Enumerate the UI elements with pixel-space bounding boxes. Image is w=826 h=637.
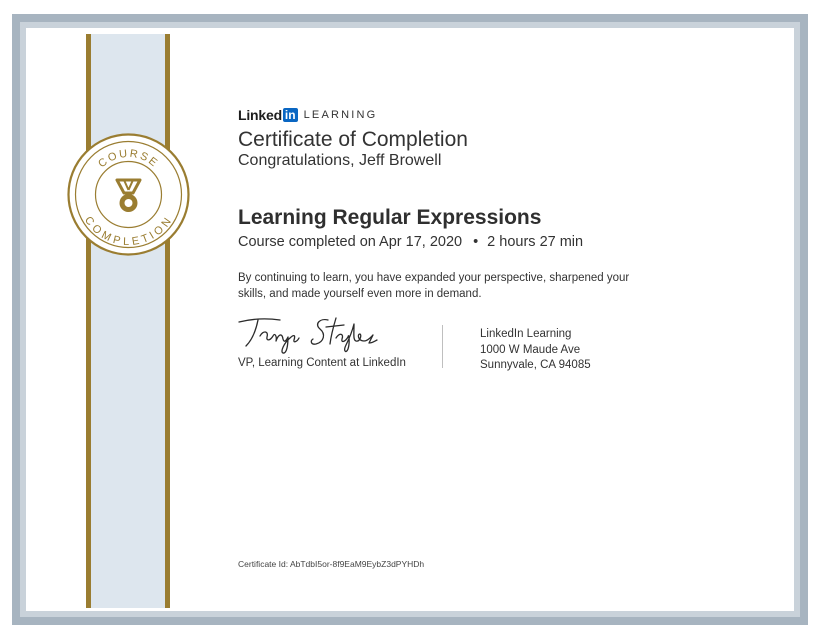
vertical-divider: [442, 325, 443, 368]
logo-linked-text: Linked: [238, 107, 282, 123]
certificate-id: Certificate Id: AbTdbI5or-8f9EaM9EybZ3dPYHDh: [238, 559, 425, 569]
certificate-blurb: By continuing to learn, you have expanded your perspective, sharpened your skills, and made yourself even more in demand.: [238, 272, 630, 300]
address-line: LinkedIn Learning: [480, 328, 572, 340]
medal-text-bottom: COMPLETION: [81, 214, 176, 249]
logo-in-badge: in: [284, 108, 296, 122]
address-line: 1000 W Maude Ave: [480, 343, 581, 356]
certificate-title: Certificate of Completion: [238, 128, 468, 151]
completion-info: [238, 234, 583, 250]
course-duration: 2 hours 27 min: [487, 234, 584, 250]
issuer-address: [480, 327, 591, 374]
decorative-ribbon: [86, 34, 170, 608]
address-line: Sunnyvale, CA 94085: [480, 359, 591, 371]
congratulations-line: Congratulations, Jeff Browell: [238, 152, 442, 169]
completion-date: Course completed on Apr 17, 2020: [238, 234, 463, 250]
signature: [236, 310, 386, 356]
signatory-title: VP, Learning Content at LinkedIn: [238, 357, 406, 369]
course-completion-medal-icon: [67, 133, 190, 256]
separator-dot: •: [473, 234, 479, 250]
linkedin-learning-logo: [238, 107, 377, 123]
course-title: Learning Regular Expressions: [238, 206, 542, 229]
logo-learning-text: LEARNING: [303, 109, 378, 121]
medal-text-top: COURSE: [96, 147, 161, 171]
